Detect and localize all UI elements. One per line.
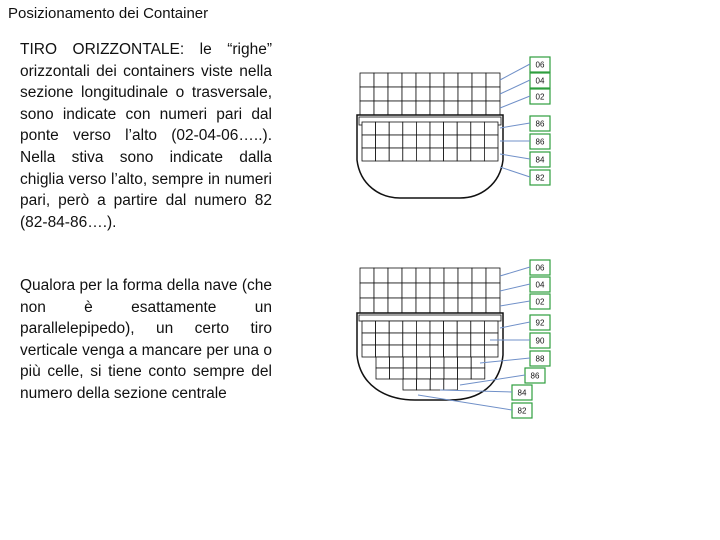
container-cell: [403, 135, 417, 148]
container-cell: [471, 148, 485, 161]
container-cell: [444, 321, 458, 333]
container-cell: [402, 283, 416, 298]
container-cell: [389, 135, 403, 148]
container-cell: [388, 73, 402, 87]
container-cell: [403, 368, 417, 379]
container-cell: [416, 345, 430, 357]
container-cell: [472, 87, 486, 101]
container-cell: [472, 298, 486, 313]
container-cell: [484, 333, 498, 345]
container-cell: [444, 333, 458, 345]
container-cell: [444, 268, 458, 283]
container-cell: [403, 333, 417, 345]
container-cell: [389, 345, 403, 357]
container-cell: [417, 368, 431, 379]
container-cell: [416, 283, 430, 298]
container-cell: [374, 268, 388, 283]
leader-line: [500, 301, 530, 306]
container-cell: [430, 321, 444, 333]
tier-number: 86: [535, 137, 545, 147]
container-cell: [430, 357, 444, 368]
container-cell: [430, 87, 444, 101]
hold-container-grid-bottom: [403, 379, 457, 390]
container-cell: [430, 268, 444, 283]
container-cell: [403, 122, 417, 135]
container-cell: [374, 283, 388, 298]
container-cell: [376, 368, 390, 379]
container-cell: [472, 73, 486, 87]
tier-number: 84: [517, 388, 527, 398]
leader-line: [500, 80, 530, 94]
hold-container-grid: [362, 321, 498, 357]
container-cell: [472, 101, 486, 115]
container-cell: [457, 345, 471, 357]
container-cell: [486, 87, 500, 101]
leader-line: [500, 96, 530, 108]
tier-number: 86: [535, 119, 545, 129]
container-cell: [402, 298, 416, 313]
container-cell: [458, 73, 472, 87]
container-cell: [388, 283, 402, 298]
container-cell: [444, 135, 458, 148]
container-cell: [360, 73, 374, 87]
container-cell: [471, 135, 485, 148]
container-cell: [458, 283, 472, 298]
container-cell: [417, 357, 431, 368]
container-cell: [376, 122, 390, 135]
container-cell: [471, 333, 485, 345]
container-cell: [458, 87, 472, 101]
container-cell: [389, 321, 403, 333]
container-cell: [484, 148, 498, 161]
leader-line: [500, 267, 530, 276]
container-cell: [402, 268, 416, 283]
container-cell: [403, 345, 417, 357]
container-cell: [388, 87, 402, 101]
container-cell: [430, 345, 444, 357]
tier-number: 02: [535, 297, 545, 307]
container-cell: [362, 321, 376, 333]
container-cell: [472, 268, 486, 283]
container-cell: [444, 73, 458, 87]
container-cell: [444, 101, 458, 115]
container-cell: [471, 345, 485, 357]
container-cell: [416, 122, 430, 135]
container-cell: [362, 148, 376, 161]
container-cell: [376, 357, 390, 368]
container-cell: [457, 333, 471, 345]
container-cell: [362, 333, 376, 345]
container-cell: [402, 101, 416, 115]
leader-line: [500, 284, 530, 291]
container-cell: [389, 333, 403, 345]
container-cell: [376, 148, 390, 161]
container-cell: [362, 135, 376, 148]
container-cell: [360, 268, 374, 283]
container-cell: [374, 298, 388, 313]
container-cell: [444, 283, 458, 298]
container-cell: [416, 135, 430, 148]
hold-container-grid: [362, 122, 498, 161]
tier-number: 82: [517, 406, 527, 416]
container-cell: [390, 368, 404, 379]
leader-line: [500, 167, 530, 177]
container-cell: [417, 379, 431, 390]
tier-number: 90: [535, 336, 545, 346]
container-cell: [430, 379, 444, 390]
container-cell: [458, 268, 472, 283]
container-cell: [457, 148, 471, 161]
container-cell: [444, 368, 458, 379]
container-cell: [430, 283, 444, 298]
container-cell: [402, 87, 416, 101]
deck-container-grid: [360, 268, 500, 313]
page-title: Posizionamento dei Container: [8, 5, 209, 22]
container-cell: [376, 321, 390, 333]
container-cell: [457, 321, 471, 333]
container-cell: [374, 87, 388, 101]
container-cell: [430, 135, 444, 148]
container-cell: [416, 101, 430, 115]
container-cell: [390, 357, 404, 368]
tier-number: 06: [535, 60, 545, 70]
container-cell: [444, 298, 458, 313]
container-cell: [362, 345, 376, 357]
container-cell: [416, 321, 430, 333]
tier-number: 02: [535, 92, 545, 102]
container-cell: [389, 122, 403, 135]
container-cell: [471, 368, 485, 379]
container-cell: [444, 357, 458, 368]
container-cell: [403, 357, 417, 368]
container-cell: [360, 298, 374, 313]
container-cell: [472, 283, 486, 298]
container-cell: [430, 298, 444, 313]
paragraph-horizontal-tier: TIRO ORIZZONTALE: le “righe” orizzontali dei containers viste nella sezione longitudinale o trasversale, sono indicate con numeri pari dal ponte verso l’alto (02-04-06…..). Nella stiva sono indicate dalla chiglia verso l’alto, sempre in numeri pari, però a partire dal numero 82 (82-84-86….).: [20, 41, 272, 231]
container-cell: [486, 268, 500, 283]
container-cell: [457, 135, 471, 148]
container-cell: [444, 148, 458, 161]
container-cell: [444, 87, 458, 101]
container-cell: [416, 268, 430, 283]
tier-number: 84: [535, 155, 545, 165]
diagram-top: [357, 57, 550, 198]
container-cell: [388, 268, 402, 283]
container-cell: [389, 148, 403, 161]
container-cell: [484, 345, 498, 357]
container-cell: [403, 321, 417, 333]
container-cell: [388, 101, 402, 115]
container-cell: [416, 87, 430, 101]
container-cell: [444, 345, 458, 357]
container-cell: [374, 73, 388, 87]
container-cell: [430, 368, 444, 379]
tier-number: 82: [535, 173, 545, 183]
container-cell: [430, 122, 444, 135]
container-cell: [486, 101, 500, 115]
hold-container-grid-lower: [376, 357, 485, 379]
container-cell: [458, 357, 472, 368]
container-cell: [362, 122, 376, 135]
container-cell: [360, 101, 374, 115]
container-cell: [416, 333, 430, 345]
container-cell: [430, 333, 444, 345]
container-cell: [484, 135, 498, 148]
tier-number: 06: [535, 263, 545, 273]
paragraph-missing-cells: Qualora per la forma della nave (che non è esattamente un parallelepipedo), un certo tiro verticale venga a mancare per una o più celle, si tiene conto sempre del numero della sezione centrale: [20, 277, 272, 402]
container-cell: [376, 333, 390, 345]
container-cell: [486, 283, 500, 298]
container-cell: [458, 368, 472, 379]
leader-line: [500, 123, 530, 128]
deck-container-grid: [360, 73, 500, 115]
container-cell: [388, 298, 402, 313]
container-cell: [360, 87, 374, 101]
container-cell: [444, 122, 458, 135]
tier-number: 92: [535, 318, 545, 328]
container-cell: [458, 298, 472, 313]
container-cell: [430, 73, 444, 87]
container-cell: [486, 298, 500, 313]
tier-number: 04: [535, 280, 545, 290]
tier-number: 88: [535, 354, 545, 364]
container-cell: [471, 321, 485, 333]
container-cell: [430, 101, 444, 115]
container-cell: [416, 148, 430, 161]
container-cell: [457, 122, 471, 135]
container-cell: [402, 73, 416, 87]
container-cell: [403, 148, 417, 161]
tier-number: 04: [535, 76, 545, 86]
container-cell: [376, 345, 390, 357]
container-cell: [376, 135, 390, 148]
container-cell: [486, 73, 500, 87]
leader-line: [500, 64, 530, 80]
container-cell: [360, 283, 374, 298]
container-cell: [444, 379, 458, 390]
container-cell: [416, 298, 430, 313]
container-cell: [471, 122, 485, 135]
leader-line: [500, 322, 530, 328]
leader-line: [500, 154, 530, 159]
diagram-bottom: [357, 260, 550, 418]
container-cell: [416, 73, 430, 87]
container-cell: [484, 321, 498, 333]
tier-number: 86: [530, 371, 540, 381]
container-cell: [430, 148, 444, 161]
container-cell: [403, 379, 417, 390]
container-cell: [484, 122, 498, 135]
container-cell: [374, 101, 388, 115]
container-cell: [458, 101, 472, 115]
